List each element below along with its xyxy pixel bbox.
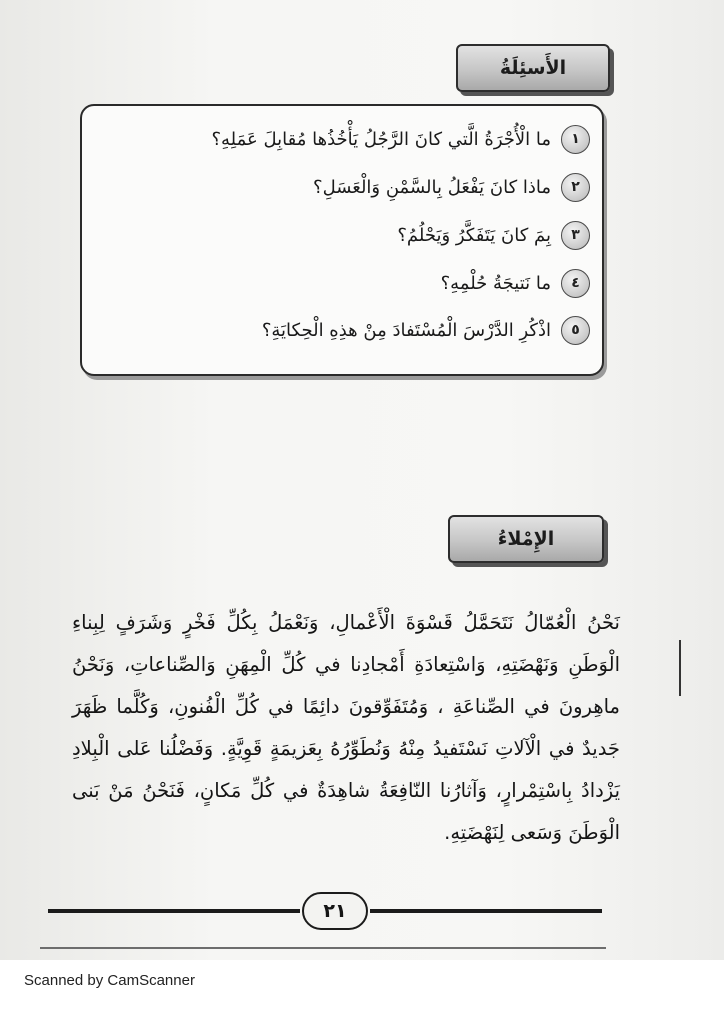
scanner-footer [0,960,724,1024]
question-text: اذْكُرِ الدَّرْسَ الْمُسْتَفادَ مِنْ هذِهِ الْحِكايَةِ؟ [261,319,551,341]
question-item-4 [441,265,590,301]
questions-box [80,104,604,376]
question-number-badge: ١ [561,125,590,154]
question-item-1 [211,121,590,157]
dictation-title-text: الإِمْلاءُ [497,528,555,550]
page-number-badge [302,892,368,930]
question-text: بِمَ كانَ يَتَفَكَّرُ وَيَحْلُمُ؟ [397,224,551,246]
question-number-badge: ٢ [561,173,590,202]
question-item-2 [313,169,590,205]
question-number-badge: ٤ [561,269,590,298]
question-number-badge: ٣ [561,221,590,250]
question-text: ما الْأُجْرَةُ الَّتي كانَ الرَّجُلُ يَأْخُذُها مُقابِلَ عَمَلِهِ؟ [211,128,551,150]
question-text: ما نَتيجَةُ حُلْمِهِ؟ [440,272,551,294]
footer-rule-left [48,909,300,913]
scanner-watermark: Scanned by CamScanner [24,972,195,989]
margin-mark [679,640,681,696]
question-text: ماذا كانَ يَفْعَلُ بِالسَّمْنِ وَالْعَسَلِ؟ [313,176,551,198]
dictation-paragraph: نَحْنُ الْعُمّالُ نَتَحَمَّلُ قَسْوَةَ الْأَعْمالِ، وَنَعْمَلُ بِكُلِّ فَخْرٍ وَشَرَفٍ لِبِناءِ الْوَطَنِ وَنَهْضَتِهِ، وَاسْتِعادَةِ أَمْجادِنا في كُلِّ الْمِهَنِ وَالصِّناعاتِ، وَنَحْنُ ماهِرونَ في الصِّناعَةِ ، وَمُتَفَوِّقونَ دائِمًا في كُلِّ الْفُنونِ، وَكُلَّما ظَهَرَ جَديدٌ في الْآلاتِ نَسْتَفيدُ مِنْهُ وَنُطَوِّرُهُ بِعَزيمَةٍ قَوِيَّةٍ. وَفَضْلُنا عَلى الْبِلادِ يَزْدادُ بِاسْتِمْرارٍ، وَآثارُنا النّافِعَةُ شاهِدَةٌ في كُلِّ مَكانٍ، فَنَحْنُ مَنْ بَنى الْوَطَنَ وَسَعى لِنَهْضَتِهِ. [72,610,620,844]
page-number: ٢١ [323,900,347,922]
dictation-section-title [448,515,604,563]
question-number-badge: ٥ [561,316,590,345]
scan-edge-line [40,947,606,949]
question-item-5 [262,312,590,348]
question-item-3 [397,217,590,253]
questions-title-text: الأَسئِلَةُ [499,57,567,79]
questions-section-title [456,44,610,92]
footer-rule-right [370,909,602,913]
